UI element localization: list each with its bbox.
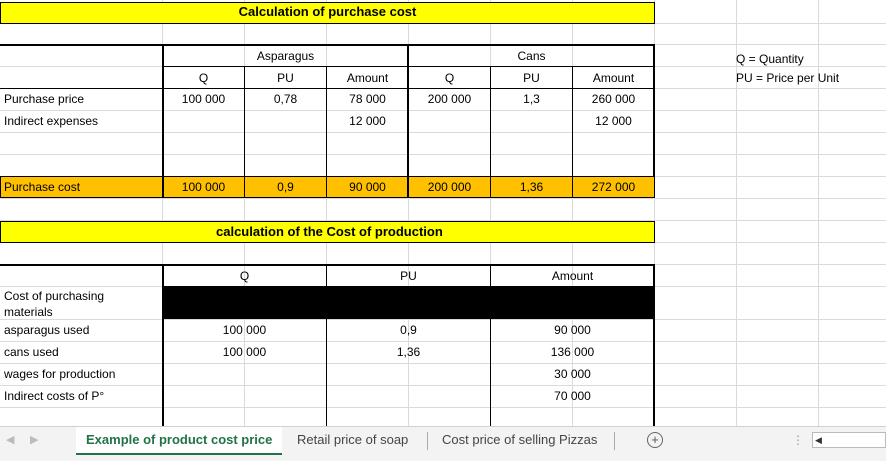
cell[interactable]: 260 000 [591,92,636,106]
row-label-cans-used: cans used [4,345,59,359]
asparagus-amount-header: Amount [346,71,389,85]
cell[interactable]: 100 000 [181,92,226,106]
add-sheet-icon[interactable]: + [647,432,663,448]
scroll-tabs-left-icon[interactable]: ◀ [6,434,15,446]
filled-black-band [162,286,655,319]
cell[interactable]: 30 000 [554,367,591,381]
cell[interactable]: 1,36 [396,345,421,359]
group-label-cost-of-purchasing: Cost of purchasing [4,289,105,303]
cell[interactable]: 100 000 [222,323,267,337]
cans-header: Cans [517,49,546,63]
tab-retail-price-of-soap[interactable]: Retail price of soap [297,432,409,447]
cans-pu-header: PU [523,71,540,85]
cell[interactable]: 0,9 [400,323,417,337]
legend-price-per-unit: PU = Price per Unit [736,71,840,85]
sheet-tab-bar [0,426,886,461]
row-label-asparagus-used: asparagus used [4,323,90,337]
cell[interactable]: 200 000 [427,92,472,106]
cell[interactable]: 1,3 [523,92,540,106]
row-label-purchase-cost: Purchase cost [4,180,81,194]
cell[interactable]: 272 000 [591,180,636,194]
cell[interactable]: 100 000 [181,180,226,194]
production-cost-title: calculation of the Cost of production [216,224,443,239]
purchase-cost-title: Calculation of purchase cost [238,4,417,19]
cell[interactable]: 136 000 [550,345,595,359]
cans-q-header: Q [444,71,455,85]
cell[interactable]: 0,9 [277,180,294,194]
production-q-header: Q [239,269,250,283]
cell[interactable]: 100 000 [222,345,267,359]
cell[interactable]: 90 000 [554,323,591,337]
cell[interactable]: 200 000 [427,180,472,194]
tab-cost-price-of-selling-pizzas[interactable]: Cost price of selling Pizzas [442,432,598,447]
cell[interactable]: 90 000 [349,180,386,194]
cell[interactable]: 12 000 [349,114,386,128]
row-label-indirect-costs: Indirect costs of P° [4,389,105,403]
cans-amount-header: Amount [592,71,635,85]
cell[interactable]: 12 000 [595,114,632,128]
cell[interactable]: 0,78 [273,92,298,106]
tab-example-of-product-cost-price[interactable]: Example of product cost price [76,427,282,455]
row-label-indirect-expenses: Indirect expenses [4,114,99,128]
asparagus-q-header: Q [198,71,209,85]
legend-quantity: Q = Quantity [736,52,804,66]
production-amount-header: Amount [551,269,594,283]
cell[interactable]: 78 000 [349,92,386,106]
scroll-tabs-right-icon[interactable]: ▶ [30,434,39,446]
asparagus-pu-header: PU [277,71,294,85]
asparagus-header: Asparagus [256,49,315,63]
scroll-left-arrow-icon[interactable]: ◀ [815,435,822,445]
tab-split-handle-icon[interactable]: ⋮ [792,433,804,447]
group-label-materials: materials [4,305,53,319]
cell[interactable]: 70 000 [554,389,591,403]
row-label-purchase-price: Purchase price [4,92,85,106]
production-pu-header: PU [400,269,417,283]
horizontal-scrollbar[interactable] [812,432,886,448]
cell[interactable]: 1,36 [519,180,544,194]
row-label-wages-for-production: wages for production [4,367,116,381]
